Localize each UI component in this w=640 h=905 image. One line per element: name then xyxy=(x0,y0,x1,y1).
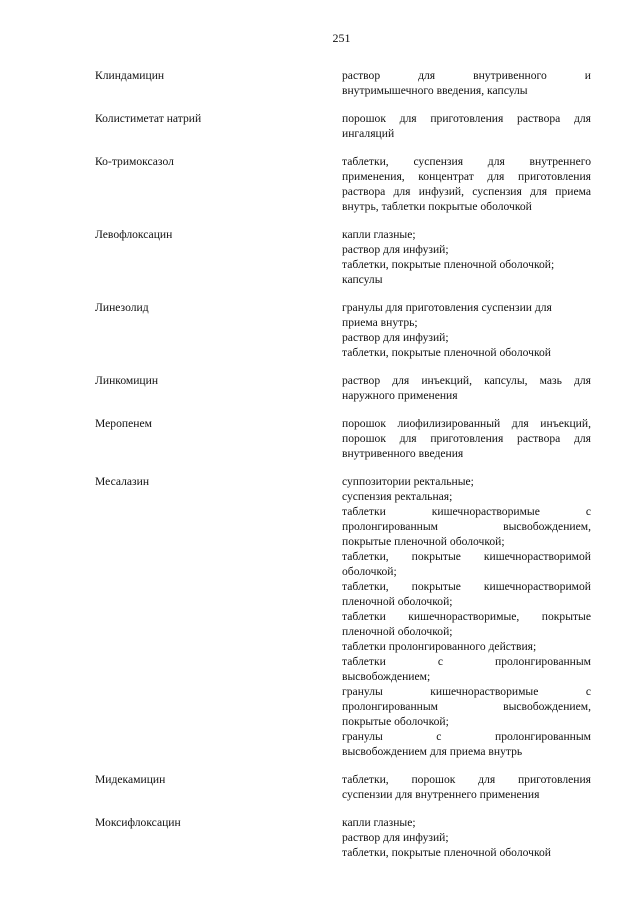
dosage-forms xyxy=(342,474,591,759)
dosage-form-line: таблетки, покрытые пленочной оболочкой xyxy=(342,846,551,859)
dosage-form-line: пленочной оболочкой; xyxy=(342,595,453,608)
drug-row xyxy=(95,300,591,360)
dosage-form-line: применения, концентрат для приготовления xyxy=(342,170,591,183)
dosage-form-line: раствор для инфузий; xyxy=(342,331,449,344)
dosage-form-line: таблетки, покрытые пленочной оболочкой; xyxy=(342,258,555,271)
dosage-form-line: капли глазные; xyxy=(342,816,416,829)
dosage-forms xyxy=(342,68,591,98)
dosage-form-line: суппозитории ректальные; xyxy=(342,475,474,488)
dosage-form-line: высвобождением для приема внутрь xyxy=(342,745,523,758)
dosage-form-line: внутривенного введения xyxy=(342,447,464,460)
drug-name: Клиндамицин xyxy=(95,69,165,82)
drug-row xyxy=(95,815,591,860)
drug-name: Линезолид xyxy=(95,301,149,314)
dosage-form-line: ингаляций xyxy=(342,127,395,140)
dosage-form-line: порошок для приготовления раствора для xyxy=(342,112,591,125)
dosage-forms xyxy=(342,111,591,141)
drug-row xyxy=(95,154,591,214)
drug-name: Линкомицин xyxy=(95,374,159,387)
drug-row xyxy=(95,416,591,461)
drug-name: Колистиметат натрий xyxy=(95,112,202,125)
dosage-form-line: порошок лиофилизированный для инъекций, xyxy=(342,417,591,430)
dosage-form-line: таблетки кишечнорастворимые, покрытые xyxy=(342,610,591,623)
dosage-forms xyxy=(342,416,591,461)
dosage-form-line: гранулы для приготовления суспензии для xyxy=(342,301,552,314)
dosage-form-line: таблетки пролонгированного действия; xyxy=(342,640,537,653)
dosage-forms xyxy=(342,373,591,403)
dosage-form-line: раствора для инфузий, суспензия для приема xyxy=(342,185,591,198)
dosage-form-line: покрытые пленочной оболочкой; xyxy=(342,535,505,548)
dosage-form-line: раствор для внутривенного и xyxy=(342,69,591,82)
dosage-form-line: таблетки с пролонгированным xyxy=(342,655,591,668)
drug-row xyxy=(95,111,591,141)
dosage-form-line: высвобождением; xyxy=(342,670,431,683)
dosage-form-line: раствор для инфузий; xyxy=(342,831,449,844)
page-number: 251 xyxy=(332,31,351,45)
dosage-form-line: капли глазные; xyxy=(342,228,416,241)
dosage-form-line: внутримышечного введения, капсулы xyxy=(342,84,528,97)
dosage-form-line: таблетки, суспензия для внутреннего xyxy=(342,155,591,168)
drug-row xyxy=(95,474,591,759)
dosage-form-line: наружного применения xyxy=(342,389,458,402)
dosage-forms xyxy=(342,300,591,360)
drug-name: Месалазин xyxy=(95,475,150,488)
drug-name: Моксифлоксацин xyxy=(95,816,181,829)
dosage-form-line: таблетки, порошок для приготовления xyxy=(342,773,591,786)
dosage-form-line: приема внутрь; xyxy=(342,316,418,329)
dosage-form-line: таблетки, покрытые кишечнорастворимой xyxy=(342,550,591,563)
drug-name: Мидекамицин xyxy=(95,773,166,786)
drug-name: Ко-тримоксазол xyxy=(95,155,174,168)
drug-list xyxy=(95,68,591,873)
dosage-forms xyxy=(342,227,591,287)
dosage-form-line: внутрь, таблетки покрытые оболочкой xyxy=(342,200,532,213)
dosage-form-line: порошок для приготовления раствора для xyxy=(342,432,591,445)
dosage-form-line: раствор для инъекций, капсулы, мазь для xyxy=(342,374,591,387)
dosage-forms xyxy=(342,154,591,214)
dosage-form-line: капсулы xyxy=(342,273,383,286)
dosage-form-line: пролонгированным высвобождением, xyxy=(342,700,591,713)
dosage-form-line: таблетки, покрытые пленочной оболочкой xyxy=(342,346,551,359)
dosage-form-line: пленочной оболочкой; xyxy=(342,625,453,638)
dosage-form-line: суспензия ректальная; xyxy=(342,490,453,503)
dosage-form-line: гранулы с пролонгированным xyxy=(342,730,591,743)
dosage-form-line: таблетки кишечнорастворимые с xyxy=(342,505,591,518)
dosage-form-line: пролонгированным высвобождением, xyxy=(342,520,591,533)
dosage-form-line: раствор для инфузий; xyxy=(342,243,449,256)
dosage-forms xyxy=(342,815,591,860)
dosage-form-line: покрытые оболочкой; xyxy=(342,715,449,728)
dosage-form-line: оболочкой; xyxy=(342,565,397,578)
drug-row xyxy=(95,772,591,802)
drug-row xyxy=(95,68,591,98)
dosage-form-line: гранулы кишечнорастворимые с xyxy=(342,685,591,698)
drug-row xyxy=(95,373,591,403)
dosage-form-line: таблетки, покрытые кишечнорастворимой xyxy=(342,580,591,593)
drug-name: Левофлоксацин xyxy=(95,228,173,241)
drug-row xyxy=(95,227,591,287)
dosage-forms xyxy=(342,772,591,802)
dosage-form-line: суспензии для внутреннего применения xyxy=(342,788,540,801)
drug-name: Меропенем xyxy=(95,417,152,430)
